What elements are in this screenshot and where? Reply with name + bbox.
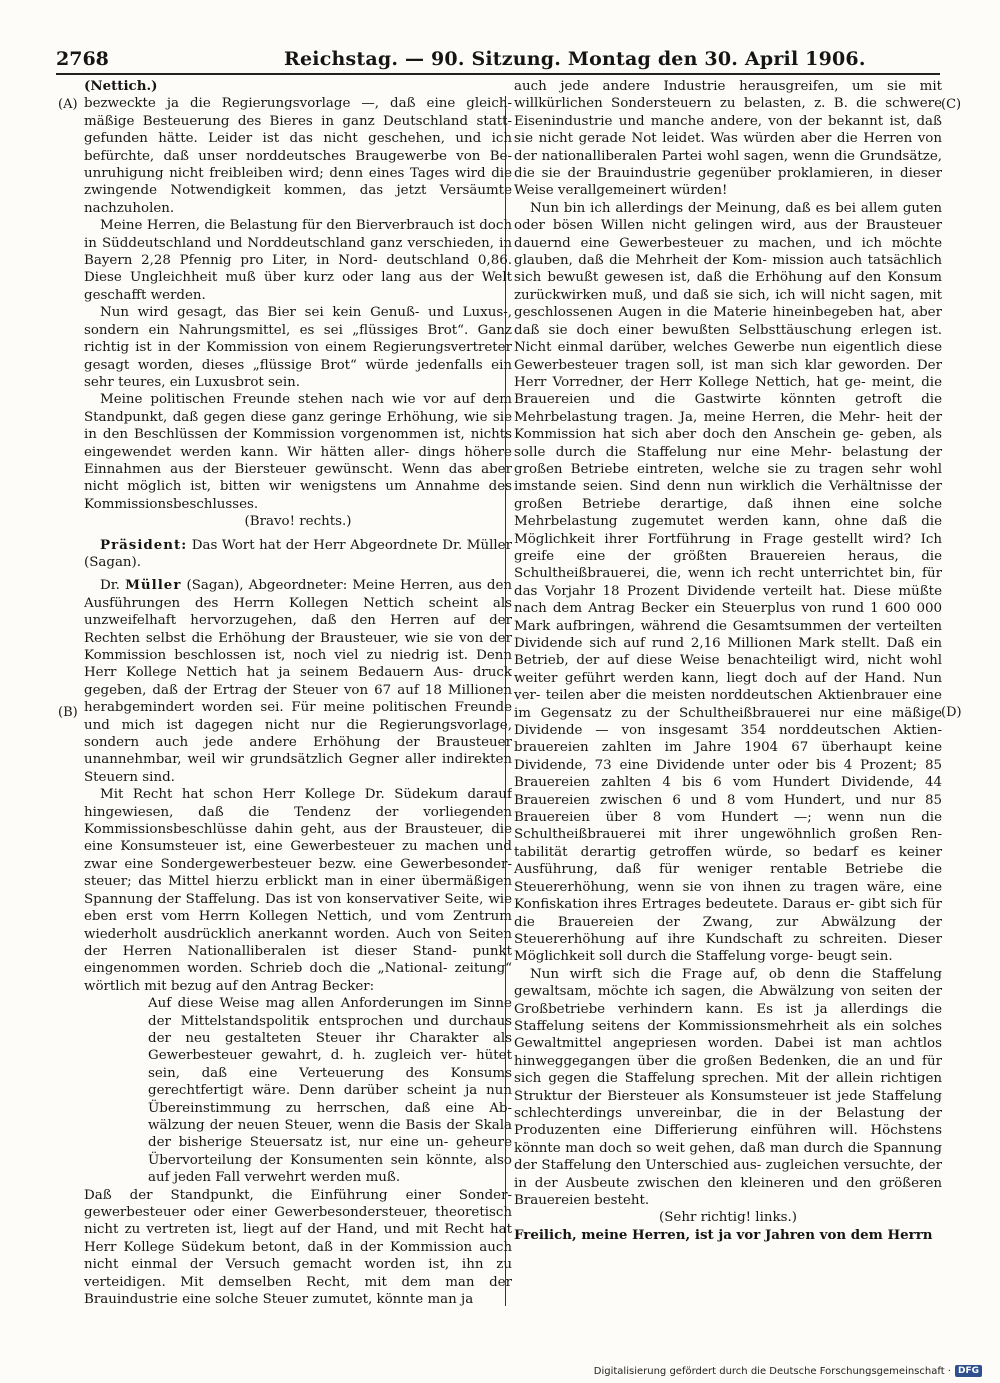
interjection: (Sehr richtig! links.)	[659, 1210, 797, 1226]
paragraph: Freilich, meine Herren, ist ja vor Jahren von dem Herrn	[514, 1226, 933, 1243]
paragraph	[84, 537, 512, 572]
paragraph: Meine politischen Freunde stehen nach wie vor auf dem Standpunkt, daß gegen diese ganz geringe Erhöhung, wie sie in den Beschlüssen der Kommission vorgenommen ist, nichts eingewendet werden kann. Wir hätten aller- dings höhere Einnahmen aus der Biersteuer gewünscht. Wenn das aber nicht möglich ist, bitten wir wenigstens um Annahme des Kommissionsbeschlusses.	[84, 392, 512, 512]
speaker-text: Das Wort hat der Herr Abgeordnete Dr. Müller (Sagan).	[84, 537, 512, 570]
speaker-text: (Sagan), Abgeordneter: Meine Herren, aus den Ausführungen des Herrn Kollegen Nettich scheint als unzweifelhaft hervorzugehen, daß den Herren auf der Rechten selbst die Erhöhung der Brausteuer, wie sie von der Kommission beschlossen ist, noch viel zu niedrig ist. Denn Herr Kollege Nettich hat ja seinem Bedauern Aus- druck gegeben, daß der Ertrag der Steuer von 67 auf 18 Millionen herabgemindert worden sei. Für meine politischen Freunde und mich ist dagegen nicht nur die Regierungsvorlage, sondern auch jede andere Erhöhung der Brausteuer unannehmbar, weil wir grundsätzlich Gegner aller indirekten Steuern sind.	[84, 578, 512, 785]
speaker-name: Präsident:	[100, 536, 188, 553]
paragraph: Meine Herren, die Belastung für den Bierverbrauch ist doch in Süddeutschland und Norddeutschland ganz verschieden, in Bayern 2,28 Pfennig pro Liter, in Nord- deutschland 0,86. Diese Ungleichheit muß über kurz oder lang aus der Welt geschafft werden.	[84, 218, 512, 303]
paragraph: auch jede andere Industrie herausgreifen, um sie mit willkürlichen Sondersteuern zu belasten, z. B. die schwere Eisenindustrie und manche andere, von der bekannt ist, daß sie nicht gerade Not leidet. Was würden aber die Herren von der nationalliberalen Partei wohl sagen, wenn die Grundsätze, die sie der Brauindustrie gegenüber proklamieren, in dieser Weise verallgemeinert würden!	[514, 79, 942, 199]
margin-mark-b: (B)	[58, 705, 78, 720]
paragraph	[84, 577, 512, 786]
paragraph: Mit Recht hat schon Herr Kollege Dr. Südekum darauf hingewiesen, daß die Tendenz der vorliegenden Kommissionsbeschlüsse dahin geht, aus der Brausteuer, die eine Konsumsteuer ist, eine Gewerbesteuer zu machen und zwar eine Sondergewerbesteuer bezw. eine Gewerbesonder- steuer; das Mittel hierzu erblickt man in einer übermäßigen Spannung der Staffelung. Das ist von konservativer Seite, wie eben erst vom Herrn Kollegen Nettich, und vom Zentrum wiederholt ausdrücklich anerkannt worden. Auch von Seiten der Herren Nationalliberalen ist dieser Stand- punkt eingenommen worden. Schrieb doch die „National- zeitung“ wörtlich mit bezug auf den Antrag Becker:	[84, 787, 512, 994]
paragraph: Nun wirft sich die Frage auf, ob denn die Staffelung gewaltsam, möchte ich sagen, die Abwälzung von seiten der Großbetriebe verhindern kann. Es ist ja allerdings die Staffelung seitens der Kommissionsmehrheit als ein solches Gewaltmittel angepriesen worden. Dabei ist man achtlos hinweggegangen über die großen Bedenken, die an und für sich gegen die Staffelung sprechen. Mit der allein richtigen Struktur der Biersteuer als Konsumsteuer ist jede Staffelung schlechterdings unvereinbar, die in der Belastung der Produzenten eine Differierung einführen will. Höchstens könnte man doch so weit gehen, daß man durch die Spannung der Staffelung den Unterschied aus- zugleichen versuchte, der in der Ausbeute zwischen den kleineren und den größeren Brauereien besteht.	[514, 966, 942, 1208]
paragraph: Nun wird gesagt, das Bier sei kein Genuß- und Luxus-, sondern ein Nahrungsmittel, es sei „flüssiges Brot“. Ganz richtig ist in der Kommission von einem Regierungsvertreter gesagt worden, dieses „flüssige Brot“ würde jedenfalls ein sehr teures, ein Luxusbrot sein.	[84, 305, 512, 390]
paragraph: Daß der Standpunkt, die Einführung einer Sonder- gewerbesteuer oder einer Gewerbesondersteuer, theoretisch nicht zu vertreten ist, liegt auf der Hand, und mit Recht hat Herr Kollege Südekum betont, daß in der Kommission auch nicht einmal der Versuch gemacht worden ist, ihn zu verteidigen. Mit demselben Recht, mit dem man der Brauindustrie eine solche Steuer zumutet, könnte man ja	[84, 1187, 512, 1308]
speaker-name: Müller	[125, 577, 182, 594]
margin-mark-a: (A)	[58, 97, 78, 112]
speaker-title: Dr.	[100, 578, 120, 594]
header-title: Reichstag. — 90. Sitzung. Montag den 30. April 1906.	[284, 48, 866, 70]
margin-mark-d: (D)	[941, 705, 962, 720]
block-quote: Auf diese Weise mag allen Anforderungen im Sinne der Mittelstandspolitik entsprochen und durchaus der neu gestalteten Steuer ihr Charakter als Gewerbesteuer gewahrt, d. h. zugleich ver- hütet sein, daß eine Verteuerung des Konsums gerechtfertigt wäre. Denn darüber scheint ja nun Übereinstimmung zu herrschen, daß eine Ab- wälzung der neuen Steuer, wenn die Basis der Skala der bisherige Steuersatz ist, nur eine un- geheure Übervorteilung der Konsumenten sein könnte, also auf jeden Fall verwehrt werden muß.	[148, 996, 512, 1186]
page-number: 2768	[56, 48, 109, 70]
right-column	[514, 78, 942, 1310]
footer	[594, 1363, 982, 1379]
dfg-logo: DFG	[955, 1365, 982, 1377]
footer-text: Digitalisierung gefördert durch die Deutsche Forschungsgemeinschaft ·	[593, 1365, 951, 1377]
paragraph: Nun bin ich allerdings der Meinung, daß es bei allem guten oder bösen Willen nicht gelingen wird, aus der Brausteuer dauernd eine Gewerbesteuer zu machen, und ich möchte glauben, daß die Mehrheit der Kom- mission auch tatsächlich sich bewußt gewesen ist, daß die Erhöhung auf den Konsum zurückwirken muß, und daß sie sich, ich will nicht sagen, mit geschlossenen Augen in die Materie hineinbegeben hat, aber daß sie doch einer bewußten Selbsttäuschung erlegen ist. Nicht einmal darüber, welches Gewerbe nun eigentlich diese Gewerbesteuer tragen soll, ist man sich klar geworden. Der Herr Vorredner, der Herr Kollege Nettich, hat ge- meint, die Brauereien und die Gastwirte könnten getroft die Mehrbelastung tragen. Ja, meine Herren, die Mehr- heit der Kommission hat sich aber doch den Anschein ge- geben, als solle durch die Staffelung nur eine Mehr- belastung der großen Betriebe eintreten, welche sie zu tragen sehr wohl imstande seien. Sind denn nun wirklich die Verhältnisse der großen Betriebe derartige, daß ihnen eine solche Mehrbelastung zugemutet werden kann, ohne daß die Möglichkeit ihrer Fortführung in Frage gestellt wird? Ich greife eine der größten Brauereien heraus, die Schultheißbrauerei, die, wenn ich recht unterrichtet bin, für das Vorjahr 18 Prozent Dividende verteilt hat. Diese müßte nach dem Antrag Becker ein Steuerplus von rund 1 600 000 Mark aufbringen, während die Gesamtsummen der verteilten Dividende sich auf rund 2,16 Millionen Mark stellt. Daß ein Betrieb, der auf diese Weise benachteiligt wird, nicht wohl weiter geführt werden kann, liegt doch auf der Hand. Nun ver- teilen aber die meisten norddeutschen Aktienbrauer eine im Gegensatz zu der Schultheißbrauerei nur eine mäßige Dividende — von insgesamt 354 norddeutschen Aktien- brauereien zahlten im Jahre 1904 67 überhaupt keine Dividende, 73 eine Dividende unter oder bis 4 Prozent; 85 Brauereien zahlten 4 bis 6 vom Hundert Dividende, 44 Brauereien zwischen 6 und 8 vom Hundert, und nur 85 Brauereien über 8 vom Hundert —; wenn nun die Schultheißbrauerei mit ihrer ungewöhnlich großen Ren- tabilität derartig getroffen würde, so bedarf es keiner Ausführung, daß für weniger rentable Betriebe die Steuererhöhung, wenn sie von ihnen zu tragen wäre, eine Konfiskation ihres Ertrages bedeutete. Daraus er- gibt sich für die Brauereien der Zwang, zur Abwälzung der Steuererhöhung auf ihre Kundschaft zu schreiten. Dieser Möglichkeit soll durch die Staffelung vorge- beugt sein.	[514, 200, 942, 965]
paragraph: bezweckte ja die Regierungsvorlage —, daß eine gleich- mäßige Besteuerung des Bieres in ganz Deutschland statt- gefunden hätte. Leider ist das nicht geschehen, und ich befürchte, daß unser norddeutsches Braugewerbe von Be- unruhigung nicht freibleiben wird; denn eines Tages wird die zwingende Notwendigkeit kommen, das jetzt Versäumte nachzuholen.	[84, 96, 512, 216]
interjection: (Bravo! rechts.)	[244, 514, 352, 530]
page-header	[56, 44, 938, 72]
header-rule	[56, 73, 940, 75]
running-head: (Nettich.)	[84, 78, 158, 94]
margin-mark-c: (C)	[941, 97, 962, 112]
left-column	[84, 78, 512, 1310]
